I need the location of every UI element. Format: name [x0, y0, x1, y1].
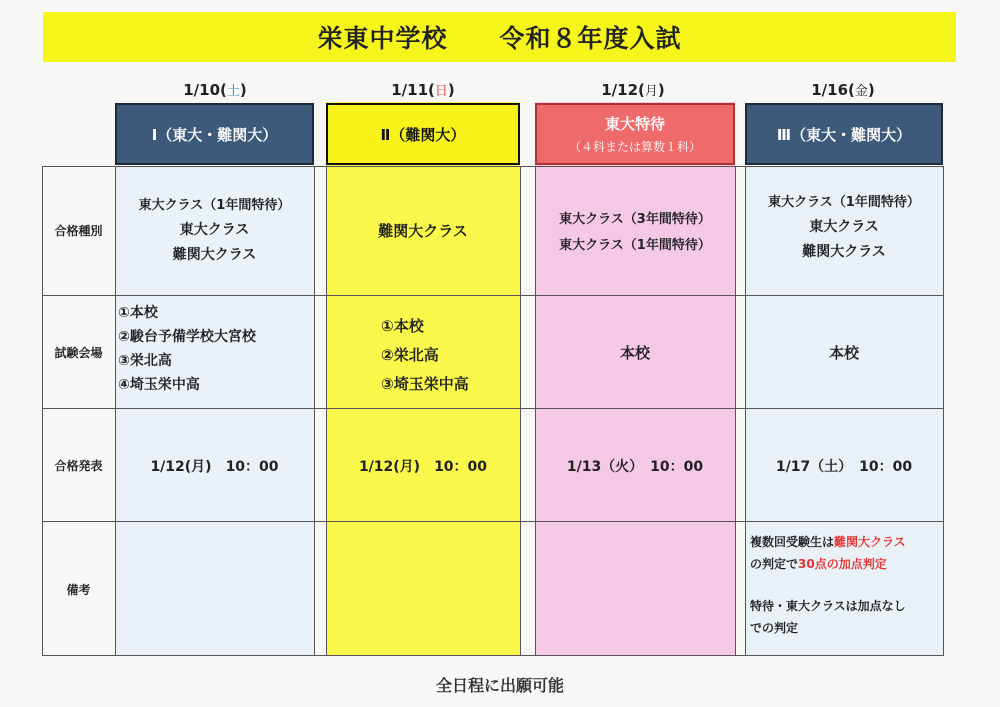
date-col-2: 1/11(日): [391, 81, 455, 99]
announcement-exam-2: 1/12(月) 10：00: [358, 459, 488, 475]
school-name: 栄東中学校: [317, 24, 448, 53]
grid-line: [42, 295, 943, 296]
venues-exam-3: 本校: [828, 344, 859, 362]
footer-note: 全日程に出願可能: [435, 676, 564, 695]
grid-line: [943, 166, 944, 656]
col-3-background: [535, 102, 735, 656]
venues-tokutai: 本校: [619, 344, 650, 362]
grid-line: [42, 521, 943, 522]
grid-line: [42, 408, 943, 409]
header-exam-1: Ⅰ（東大・難関大）: [115, 103, 314, 165]
venues-exam-2: ①本校 ②栄北高 ③埼玉栄中高: [381, 317, 469, 393]
grid-line: [735, 166, 736, 656]
grid-line: [42, 166, 943, 167]
row-label-venue: 試験会場: [54, 346, 103, 360]
date-col-3: 1/12(月): [601, 81, 665, 99]
row-label-announcement: 合格発表: [54, 459, 103, 473]
announcement-exam-3: 1/17（土） 10：00: [775, 459, 913, 475]
header-exam-2: Ⅱ（難関大）: [326, 103, 520, 165]
row-label-class: 合格種別: [54, 224, 103, 238]
classes-exam-3: 東大クラス（1年間特待） 東大クラス 難関大クラス: [768, 195, 920, 260]
grid-line: [520, 166, 521, 656]
notes-exam-3: 複数回受験生は難関大クラス の判定で30点の加点判定 特待・東大クラスは加点なし での判定: [750, 535, 906, 635]
announcement-exam-1: 1/12(月) 10：00: [150, 459, 279, 475]
grid-line: [314, 166, 315, 656]
date-col-1: 1/10(土): [183, 81, 247, 99]
grid-line: [42, 655, 943, 656]
header-tokutai: 東大特待 （４科または算数１科）: [535, 103, 735, 165]
classes-exam-1: 東大クラス（1年間特待） 東大クラス 難関大クラス: [138, 198, 291, 263]
exam-year: 令和８年度入試: [499, 24, 682, 53]
row-label-notes: 備考: [66, 583, 91, 597]
venues-exam-1: ①本校 ②駿台予備学校大宮校 ③栄北高 ④埼玉栄中高: [118, 305, 256, 393]
header-exam-3: Ⅲ（東大・難関大）: [745, 103, 943, 165]
announcement-tokutai: 1/13（火） 10：00: [566, 459, 704, 475]
classes-exam-2: 難関大クラス: [378, 222, 468, 240]
classes-tokutai: 東大クラス（3年間特待） 東大クラス（1年間特待）: [559, 212, 711, 253]
date-col-4: 1/16(金): [811, 81, 875, 99]
title-banner: [43, 12, 956, 62]
